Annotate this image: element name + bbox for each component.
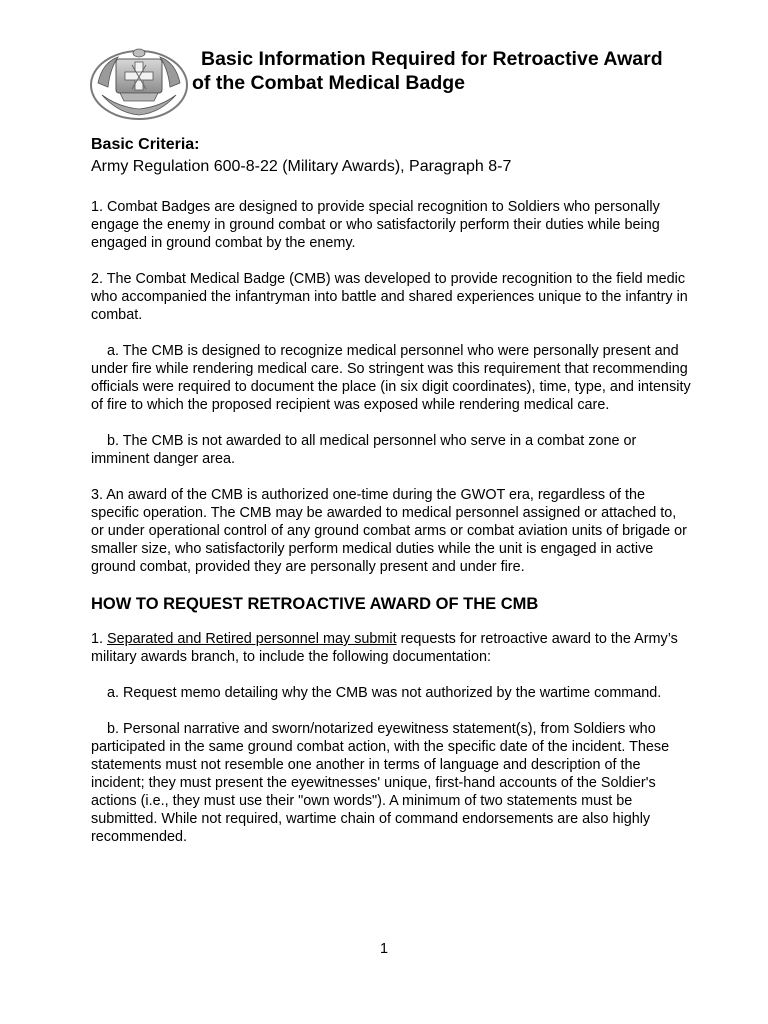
combat-medical-badge-icon (88, 43, 190, 123)
document-body (91, 198, 691, 864)
how-to-paragraph-a: a. Request memo detailing why the CMB was not authorized by the wartime command. (107, 685, 662, 701)
page-number: 1 (379, 941, 388, 957)
how-to-paragraph-b: b. Personal narrative and sworn/notarized eyewitness statement(s), from Soldiers who participated in the same ground combat action, with the specific date of the incident. These statements must not resemble one another in terms of language and description of the incident; they must present the eyewitnesses' unique, first-hand accounts of the Soldier's actions (i.e., they must use their "own words"). A minimum of two statements must be submitted. While not required, wartime chain of command endorsements are also highly recommended. (91, 721, 670, 845)
paragraph-1: 1. Combat Badges are designed to provide special recognition to Soldiers who personally engage the enemy in ground combat or who satisfactorily perform their duties while being engaged in ground combat by the enemy. (91, 199, 660, 251)
criteria-regulation: Army Regulation 600-8-22 (Military Awards), Paragraph 8-7 (91, 158, 512, 175)
criteria-heading: Basic Criteria: (91, 136, 200, 153)
title-line-1: Basic Information Required for Retroactive Award (201, 48, 663, 70)
title-line-2: of the Combat Medical Badge (192, 72, 466, 94)
page-title (192, 47, 752, 95)
how-to-paragraph-1 (91, 630, 691, 666)
section-heading-how-to: HOW TO REQUEST RETROACTIVE AWARD OF THE CMB (91, 595, 539, 613)
paragraph-2b: b. The CMB is not awarded to all medical personnel who serve in a combat zone or imminent danger area. (91, 433, 637, 467)
how-to-p1-prefix: 1. (91, 631, 107, 647)
paragraph-2a: a. The CMB is designed to recognize medical personnel who were personally present and under fire while rendering medical care. So stringent was this requirement that recommending officials were required to document the place (in six digit coordinates), time, type, and intensity of fire to which the proposed recipient was exposed while rendering medical care. (91, 343, 691, 413)
paragraph-2: 2. The Combat Medical Badge (CMB) was developed to provide recognition to the field medic who accompanied the infantryman into battle and shared experiences unique to the infantry in combat. (91, 271, 688, 323)
paragraph-3: 3. An award of the CMB is authorized one-time during the GWOT era, regardless of the specific operation. The CMB may be awarded to medical personnel assigned or attached to, or under operational control of any ground combat arms or combat aviation units of brigade or smaller size, who satisfactorily perform medical duties while the unit is engaged in active ground combat, provided they are personally present and under fire. (91, 487, 687, 575)
how-to-p1-underlined: Separated and Retired personnel may submit (107, 631, 397, 647)
how-to-p1-rest: requests for retroactive award to the Army’s military awards branch, to include the following documentation: (91, 631, 678, 665)
